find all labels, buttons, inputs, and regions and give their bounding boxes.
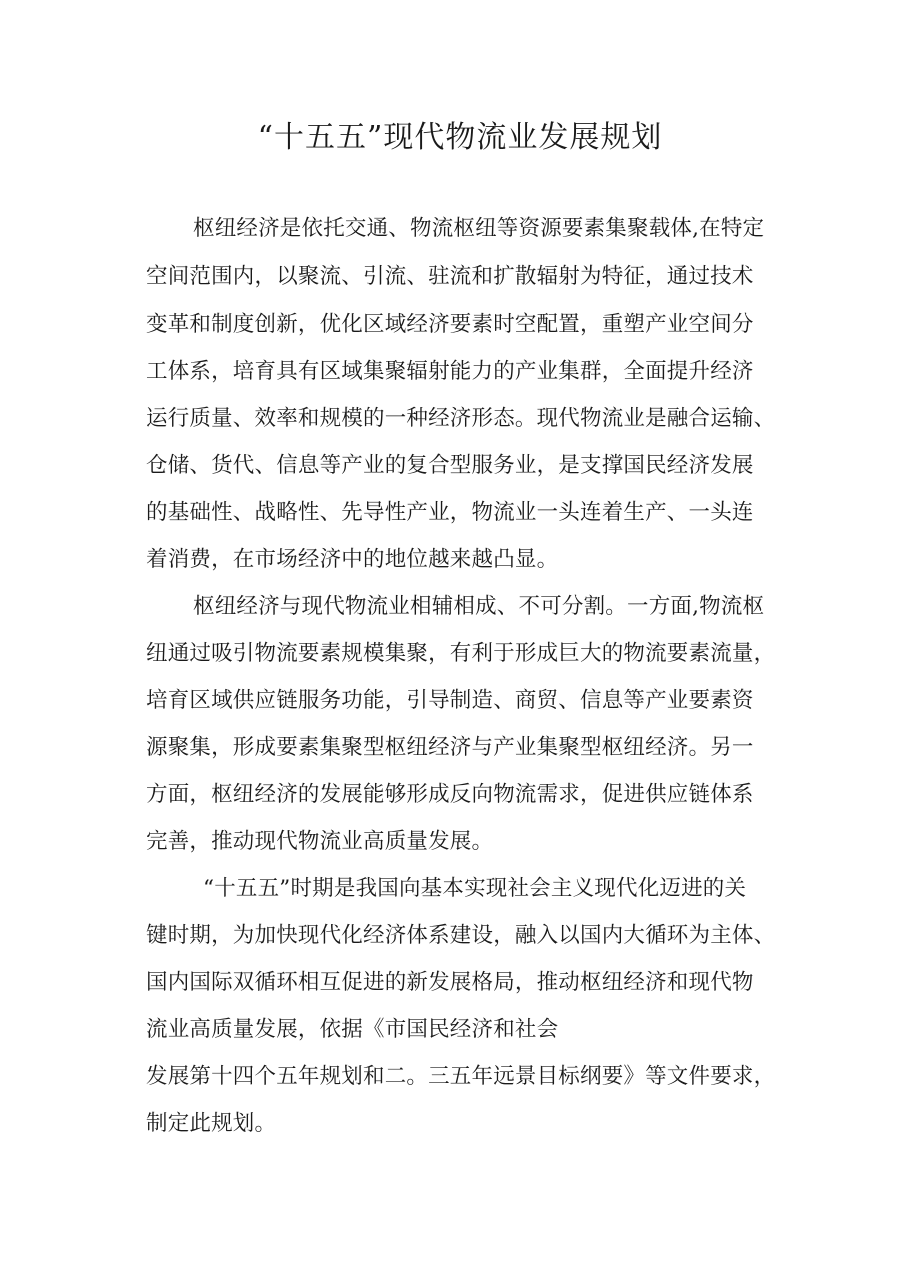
paragraph-line: 国内国际双循环相互促进的新发展格局，推动枢纽经济和现代物 (146, 970, 754, 995)
paragraph-line: 枢纽经济是依托交通、物流枢纽等资源要素集聚载体,在特定 (193, 216, 765, 241)
paragraph-line: 源聚集，形成要素集聚型枢纽经济与产业集聚型枢纽经济。另一 (146, 735, 754, 760)
paragraph-line: “十五五”时期是我国向基本实现社会主义现代化迈进的关 (203, 876, 747, 901)
paragraph-line: 纽通过吸引物流要素规模集聚，有利于形成巨大的物流要素流量， (146, 641, 776, 666)
paragraph-line: 变革和制度创新，优化区域经济要素时空配置，重塑产业空间分 (146, 312, 754, 337)
paragraph-line: 方面，枢纽经济的发展能够形成反向物流需求，促进供应链体系 (146, 782, 754, 807)
paragraph-line: 完善，推动现代物流业高质量发展。 (146, 829, 494, 854)
document-title: “十五五”现代物流业发展规划 (257, 120, 663, 155)
paragraph-line: 工体系，培育具有区域集聚辐射能力的产业集群，全面提升经济 (146, 359, 754, 384)
paragraph-line: 制定此规划。 (146, 1111, 277, 1136)
paragraph-line: 流业高质量发展，依据《市国民经济和社会 (146, 1017, 559, 1042)
paragraph-line: 的基础性、战略性、先导性产业，物流业一头连着生产、一头连 (146, 500, 754, 525)
paragraph-line: 仓储、货代、信息等产业的复合型服务业，是支撑国民经济发展 (146, 453, 754, 478)
paragraph-line: 运行质量、效率和规模的一种经济形态。现代物流业是融合运输、 (146, 406, 776, 431)
paragraph-line: 键时期，为加快现代化经济体系建设，融入以国内大循环为主体、 (146, 923, 776, 948)
paragraph-line: 枢纽经济与现代物流业相辅相成、不可分割。一方面,物流枢 (193, 594, 765, 619)
paragraph-line: 空间范围内，以聚流、引流、驻流和扩散辐射为特征，通过技术 (146, 264, 754, 289)
paragraph-line: 发展第十四个五年规划和二。三五年远景目标纲要》等文件要求， (146, 1064, 776, 1089)
paragraph-line: 着消费，在市场经济中的地位越来越凸显。 (146, 547, 559, 572)
paragraph-line: 培育区域供应链服务功能，引导制造、商贸、信息等产业要素资 (146, 688, 754, 713)
